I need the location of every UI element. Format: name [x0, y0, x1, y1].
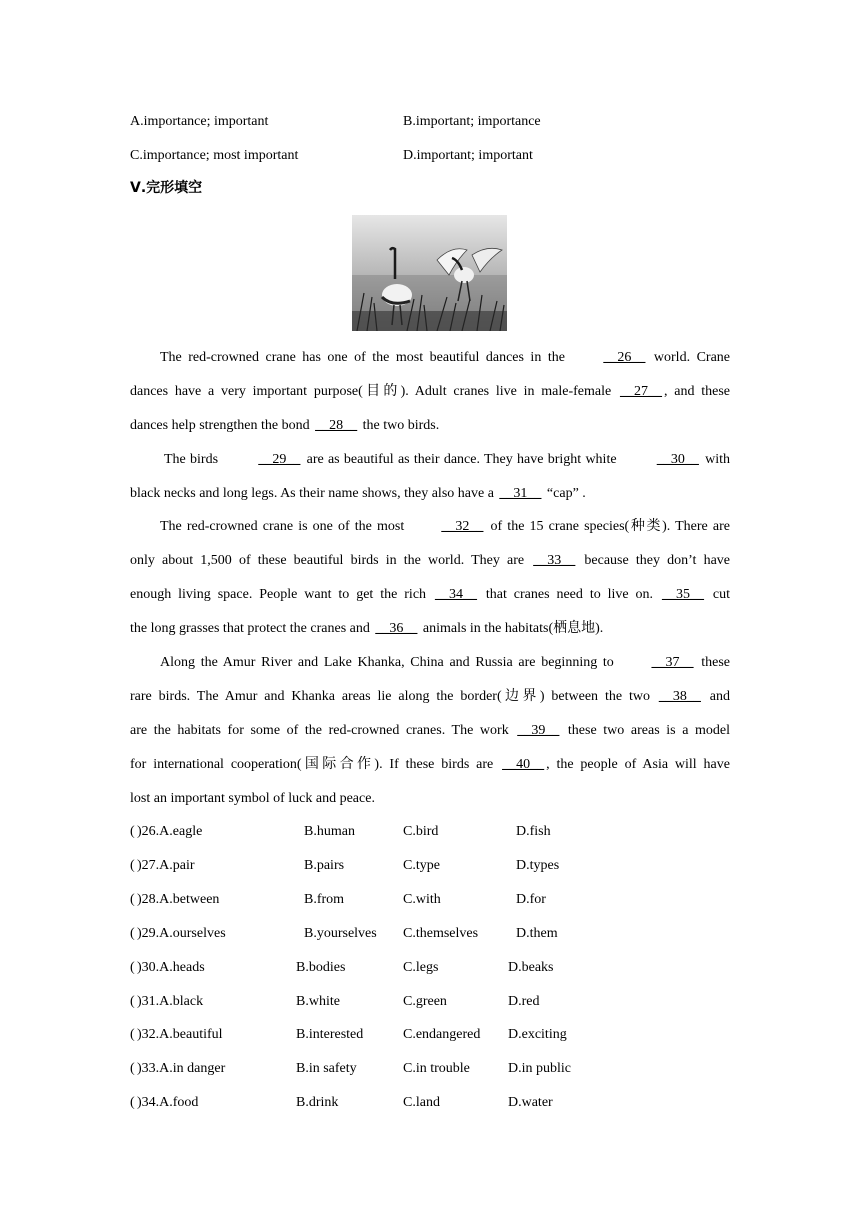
question-29-c: C.themselves	[403, 926, 479, 941]
question-32-num: )32.A.beautiful	[137, 1027, 223, 1042]
question-31-b: B.white	[296, 994, 340, 1009]
section-title: Ⅴ.完形填空	[130, 180, 203, 196]
question-28-b: B.from	[304, 892, 345, 907]
question-26-paren: (	[130, 824, 135, 839]
passage-p2-line1: The birds __29__ are as beautiful as their dance. They have bright white __30__ with	[164, 452, 730, 467]
question-30-c: C.legs	[403, 960, 439, 975]
passage-p4-line5: lost an important symbol of luck and peace.	[130, 791, 375, 806]
passage-p1-line2: dances have a very important purpose(目的). Adult cranes live in male-female __27__ , and these	[130, 384, 730, 399]
question-34-paren: (	[130, 1095, 135, 1110]
question-31-paren: (	[130, 994, 135, 1009]
question-33-paren: (	[130, 1061, 135, 1076]
passage-p4-line4: for international cooperation(国际合作). If these birds are __40__ , the people of Asia will have	[130, 757, 730, 772]
question-30-num: )30.A.heads	[137, 960, 205, 975]
question-27-paren: (	[130, 858, 135, 873]
question-32-b: B.interested	[296, 1027, 364, 1042]
question-28-paren: (	[130, 892, 135, 907]
passage-p4-line1: Along the Amur River and Lake Khanka, China and Russia are beginning to __37__ these	[160, 655, 731, 670]
passage-p3-line3: enough living space. People want to get the rich __34__ that cranes need to live on. __35__ cut	[130, 587, 730, 602]
question-34-num: )34.A.food	[137, 1095, 199, 1110]
option-c-prev: C.importance; most important	[130, 148, 299, 163]
question-29-b: B.yourselves	[304, 926, 377, 941]
passage-p1-line1: The red-crowned crane has one of the most beautiful dances in the __26__ world. Crane	[160, 350, 730, 365]
question-30-d: D.beaks	[508, 960, 554, 975]
question-28-num: )28.A.between	[137, 892, 220, 907]
question-29-paren: (	[130, 926, 135, 941]
passage-p4-line2: rare birds. The Amur and Khanka areas lie along the border(边界) between the two __38__ and	[130, 689, 730, 704]
crane-photo	[352, 215, 507, 331]
question-32-c: C.endangered	[403, 1027, 481, 1042]
option-a-prev: A.importance; important	[130, 114, 269, 129]
question-34-b: B.drink	[296, 1095, 339, 1110]
question-31-d: D.red	[508, 994, 540, 1009]
question-34-d: D.water	[508, 1095, 553, 1110]
question-26-num: )26.A.eagle	[137, 824, 203, 839]
question-32-d: D.exciting	[508, 1027, 567, 1042]
question-28-d: D.for	[516, 892, 546, 907]
question-26-d: D.fish	[516, 824, 551, 839]
option-b-prev: B.important; importance	[403, 114, 541, 129]
question-30-paren: (	[130, 960, 135, 975]
question-29-d: D.them	[516, 926, 558, 941]
question-31-num: )31.A.black	[137, 994, 204, 1009]
question-33-d: D.in public	[508, 1061, 571, 1076]
passage-p3-line1: The red-crowned crane is one of the most __32__ of the 15 crane species(种类). There are	[160, 519, 730, 534]
question-33-c: C.in trouble	[403, 1061, 470, 1076]
passage-p3-line4: the long grasses that protect the cranes and __36__ animals in the habitats(栖息地).	[130, 621, 604, 636]
question-26-c: C.bird	[403, 824, 439, 839]
question-33-num: )33.A.in danger	[137, 1061, 226, 1076]
question-29-num: )29.A.ourselves	[137, 926, 226, 941]
question-27-num: )27.A.pair	[137, 858, 195, 873]
question-31-c: C.green	[403, 994, 447, 1009]
question-26-b: B.human	[304, 824, 355, 839]
option-d-prev: D.important; important	[403, 148, 533, 163]
passage-p4-line3: are the habitats for some of the red-crowned cranes. The work __39__ these two areas is a model	[130, 723, 731, 738]
question-28-c: C.with	[403, 892, 441, 907]
question-27-c: C.type	[403, 858, 440, 873]
question-30-b: B.bodies	[296, 960, 346, 975]
passage-p3-line2: only about 1,500 of these beautiful birds in the world. They are __33__ because they don’t have	[130, 553, 731, 568]
question-27-b: B.pairs	[304, 858, 345, 873]
question-34-c: C.land	[403, 1095, 440, 1110]
question-33-b: B.in safety	[296, 1061, 357, 1076]
question-27-d: D.types	[516, 858, 560, 873]
question-32-paren: (	[130, 1027, 135, 1042]
passage-p2-line2: black necks and long legs. As their name shows, they also have a __31__ “cap” .	[130, 486, 586, 501]
passage-p1-line3: dances help strengthen the bond __28__ the two birds.	[130, 418, 440, 433]
